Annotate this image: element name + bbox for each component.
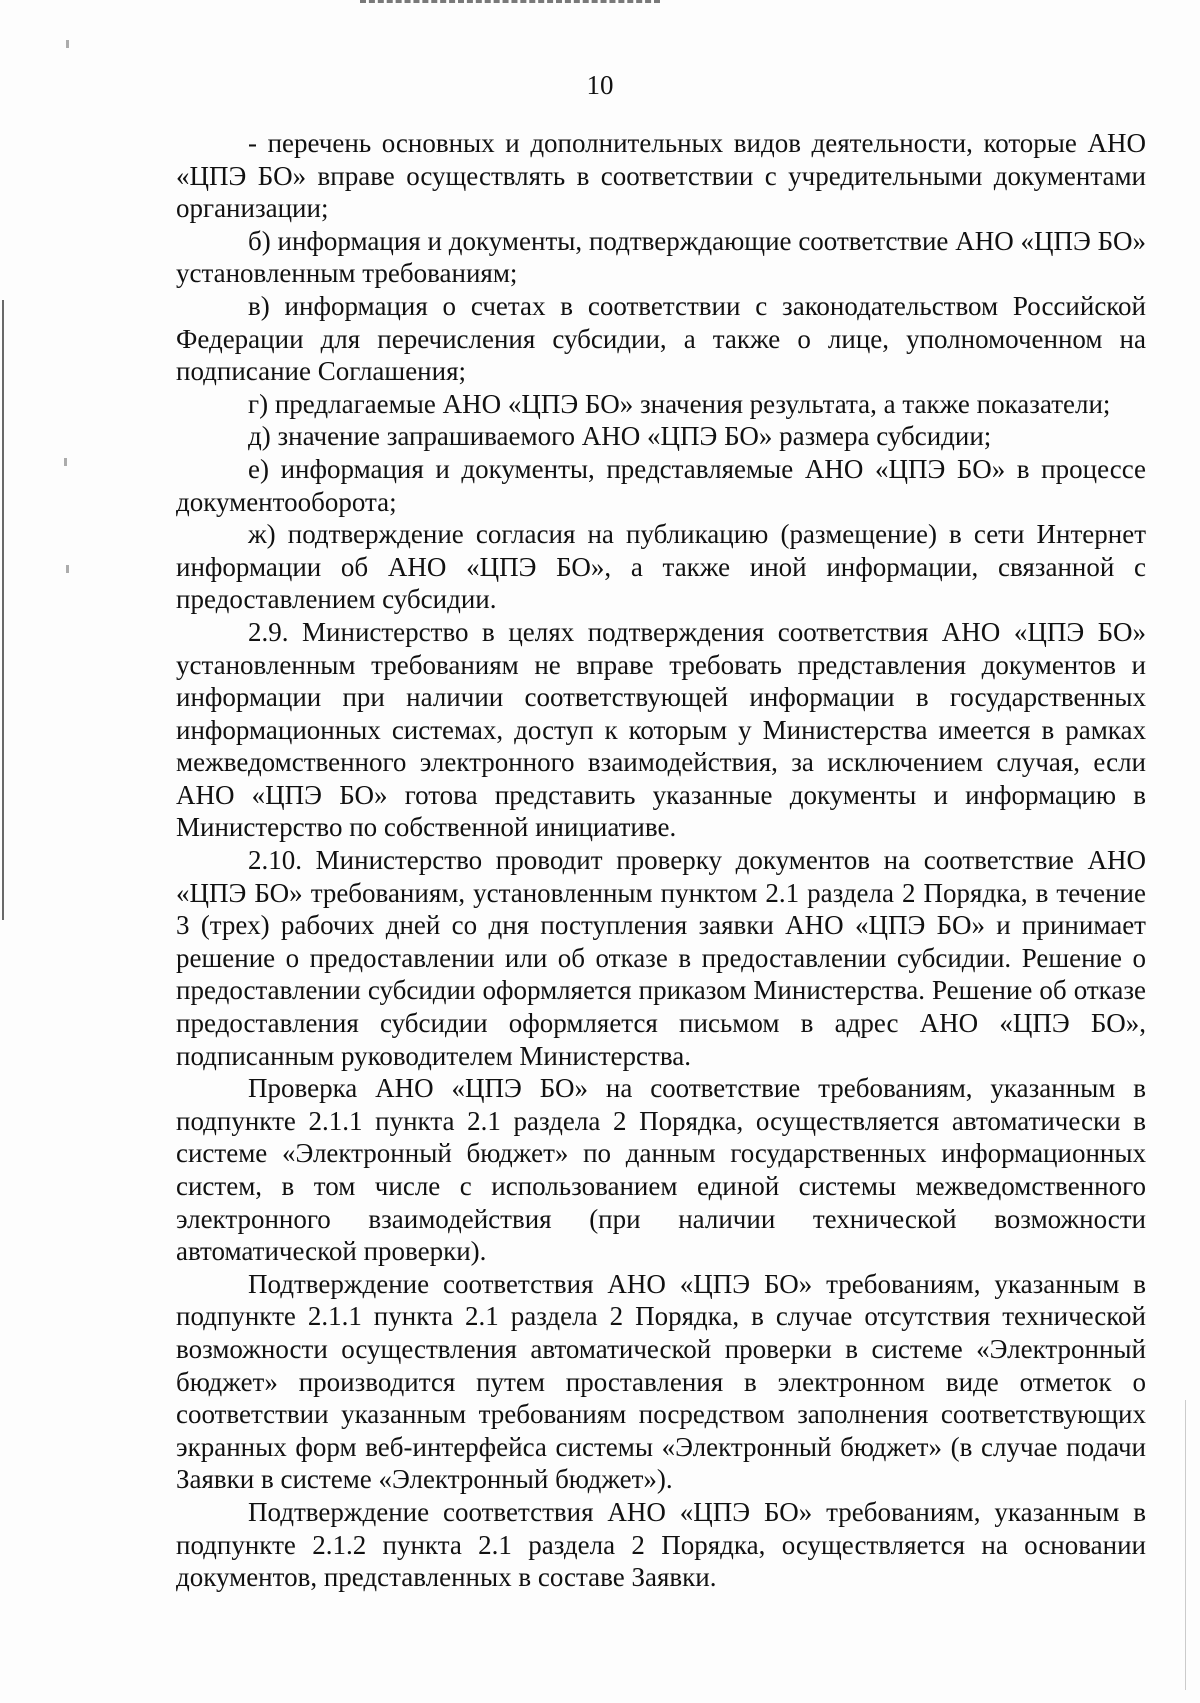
paragraph-item-v: в) информация о счетах в соответствии с законодательством Российской Федерации для перечисления субсидии, а также о лице, уполномоченном на подписание Соглашения;: [176, 290, 1146, 387]
document-body: [176, 127, 1146, 1594]
scan-speck: [64, 458, 67, 466]
paragraph-section-2-10: 2.10. Министерство проводит проверку документов на соответствие АНО «ЦПЭ БО» требованиям, установленным пунктом 2.1 раздела 2 Порядка, в течение 3 (трех) рабочих дней со дня поступления заявки АНО «ЦПЭ БО» и принимает решение о предоставлении или об отказе в предоставлении субсидии. Решение о предоставлении субсидии оформляется приказом Министерства. Решение об отказе предоставления субсидии оформляется письмом в адрес АНО «ЦПЭ БО», подписанным руководителем Министерства.: [176, 845, 1146, 1071]
paragraph-item-zh: ж) подтверждение согласия на публикацию (размещение) в сети Интернет информации об АНО «ЦПЭ БО», а также иной информации, связанной с предоставлением субсидии.: [176, 519, 1146, 615]
scan-edge-mark: [1185, 1400, 1186, 1690]
page-number: 10: [586, 70, 614, 100]
paragraph-item-d: д) значение запрашиваемого АНО «ЦПЭ БО» размера субсидии;: [248, 421, 992, 452]
paragraph-activities-list: - перечень основных и дополнительных видов деятельности, которые АНО «ЦПЭ БО» вправе осуществлять в соответствии с учредительными документами организации;: [176, 128, 1146, 224]
scan-speck: [66, 40, 69, 48]
paragraph-automatic-check: Проверка АНО «ЦПЭ БО» на соответствие требованиям, указанным в подпункте 2.1.1 пункта 2.1 раздела 2 Порядка, осуществляется автоматически в системе «Электронный бюджет» по данным государственных информационных систем, в том числе с использованием единой системы межведомственного электронного взаимодействия (при наличии технической возможности автоматической проверки).: [176, 1073, 1146, 1267]
scan-speck: [66, 565, 69, 573]
paragraph-confirmation-2-1-1: Подтверждение соответствия АНО «ЦПЭ БО» требованиям, указанным в подпункте 2.1.1 пункта 2.1 раздела 2 Порядка, в случае отсутствия технической возможности осуществления автоматической проверки в системе «Электронный бюджет» производится путем проставления в электронном виде отметок о соответствии указанным требованиям посредством заполнения соответствующих экранных форм веб-интерфейса системы «Электронный бюджет» (в случае подачи Заявки в системе «Электронный бюджет»).: [176, 1268, 1146, 1495]
paragraph-item-e: е) информация и документы, представляемые АНО «ЦПЭ БО» в процессе документооборота;: [176, 453, 1146, 517]
paragraph-item-b: б) информация и документы, подтверждающие соответствие АНО «ЦПЭ БО» установленным требованиям;: [176, 225, 1146, 289]
paragraph-section-2-9: 2.9. Министерство в целях подтверждения соответствия АНО «ЦПЭ БО» установленным требованиям не вправе требовать представления документов и информации при наличии соответствующей информации в государственных информационных системах, доступ к которым у Министерства имеется в рамках межведомственного электронного взаимодействия, за исключением случая, если АНО «ЦПЭ БО» готова представить указанные документы и информацию в Министерство по собственной инициативе.: [176, 616, 1146, 843]
paragraph-item-g: г) предлагаемые АНО «ЦПЭ БО» значения результата, а также показатели;: [248, 388, 1111, 419]
scan-binding-line: [2, 300, 4, 920]
scan-artifact-top: [360, 0, 660, 8]
paragraph-confirmation-2-1-2: Подтверждение соответствия АНО «ЦПЭ БО» требованиям, указанным в подпункте 2.1.2 пункта 2.1 раздела 2 Порядка, осуществляется на основании документов, представленных в составе Заявки.: [176, 1496, 1146, 1593]
